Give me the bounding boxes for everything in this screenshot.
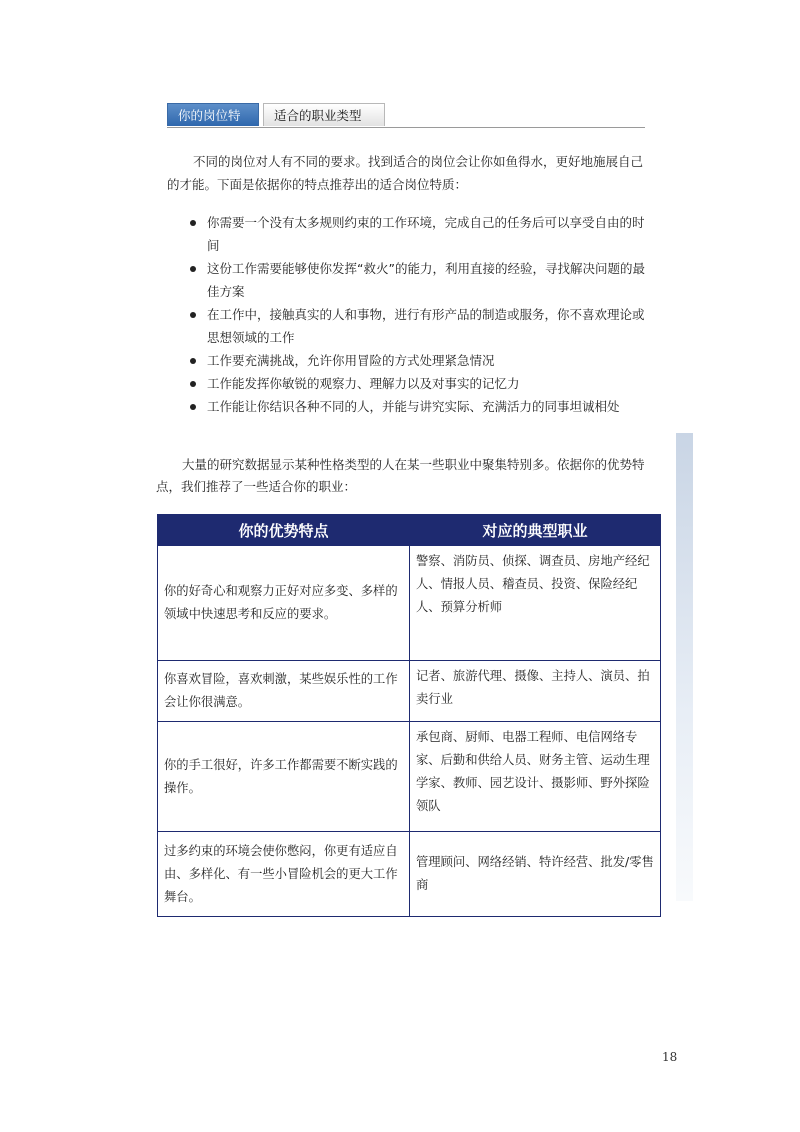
bullet-icon — [190, 312, 196, 318]
traits-list — [190, 211, 650, 418]
trait-text: 工作能发挥你敏锐的观察力、理解力以及对事实的记忆力 — [207, 376, 520, 391]
bullet-icon — [190, 358, 196, 364]
strength-cell: 你的好奇心和观察力正好对应多变、多样的领域中快速思考和反应的要求。 — [158, 546, 410, 661]
bullet-icon — [190, 266, 196, 272]
trait-text: 这份工作需要能够使你发挥“救火”的能力，利用直接的经验，寻找解决问题的最佳方案 — [207, 261, 645, 299]
list-item — [190, 211, 650, 257]
trait-text: 你需要一个没有太多规则约束的工作环境，完成自己的任务后可以享受自由的时间 — [207, 215, 645, 253]
bullet-icon — [190, 404, 196, 410]
list-item — [190, 349, 650, 372]
trait-text: 工作要充满挑战，允许你用冒险的方式处理紧急情况 — [207, 353, 495, 368]
strength-cell: 过多约束的环境会使你憋闷，你更有适应自由、多样化、有一些小冒险机会的更大工作舞台。 — [158, 832, 410, 917]
page-number: 18 — [662, 1050, 678, 1064]
tab-job-traits[interactable]: 你的岗位特质 — [167, 103, 259, 126]
table-header-row — [158, 515, 661, 546]
table-row — [158, 832, 661, 917]
career-table — [157, 514, 661, 917]
table-row — [158, 661, 661, 722]
jobs-cell: 承包商、厨师、电器工程师、电信网络专家、后勤和供给人员、财务主管、运动生理学家、教师、园艺设计、摄影师、野外探险领队 — [410, 722, 661, 832]
jobs-cell: 管理顾问、网络经销、特许经营、批发/零售商 — [410, 832, 661, 917]
tab-career-types[interactable]: 适合的职业类型 — [263, 103, 385, 126]
jobs-cell: 记者、旅游代理、摄像、主持人、演员、拍卖行业 — [410, 661, 661, 722]
tab-bar — [167, 103, 645, 146]
intro-paragraph: 不同的岗位对人有不同的要求。找到适合的岗位会让你如鱼得水，更好地施展自己的才能。下面是依据你的特点推荐出的适合岗位特质： — [167, 154, 644, 192]
bullet-icon — [190, 381, 196, 387]
list-item — [190, 395, 650, 418]
header-strengths: 你的优势特点 — [158, 515, 410, 546]
strength-cell: 你的手工很好，许多工作都需要不断实践的操作。 — [158, 722, 410, 832]
bullet-icon — [190, 220, 196, 226]
research-paragraph: 大量的研究数据显示某种性格类型的人在某一些职业中聚集特别多。依据你的优势特点，我们推荐了一些适合你的职业： — [156, 457, 645, 494]
list-item — [190, 372, 650, 395]
trait-text: 在工作中，接触真实的人和事物，进行有形产品的制造或服务，你不喜欢理论或思想领域的工作 — [207, 307, 645, 345]
list-item — [190, 303, 650, 349]
table-row — [158, 722, 661, 832]
list-item — [190, 257, 650, 303]
strength-cell: 你喜欢冒险，喜欢刺激，某些娱乐性的工作会让你很满意。 — [158, 661, 410, 722]
trait-text: 工作能让你结识各种不同的人，并能与讲究实际、充满活力的同事坦诚相处 — [207, 399, 620, 414]
header-careers: 对应的典型职业 — [410, 515, 661, 546]
jobs-cell: 警察、消防员、侦探、调查员、房地产经纪人、情报人员、稽查员、投资、保险经纪人、预算分析师 — [410, 546, 661, 661]
table-row — [158, 546, 661, 661]
decorative-side-bar — [676, 433, 693, 901]
